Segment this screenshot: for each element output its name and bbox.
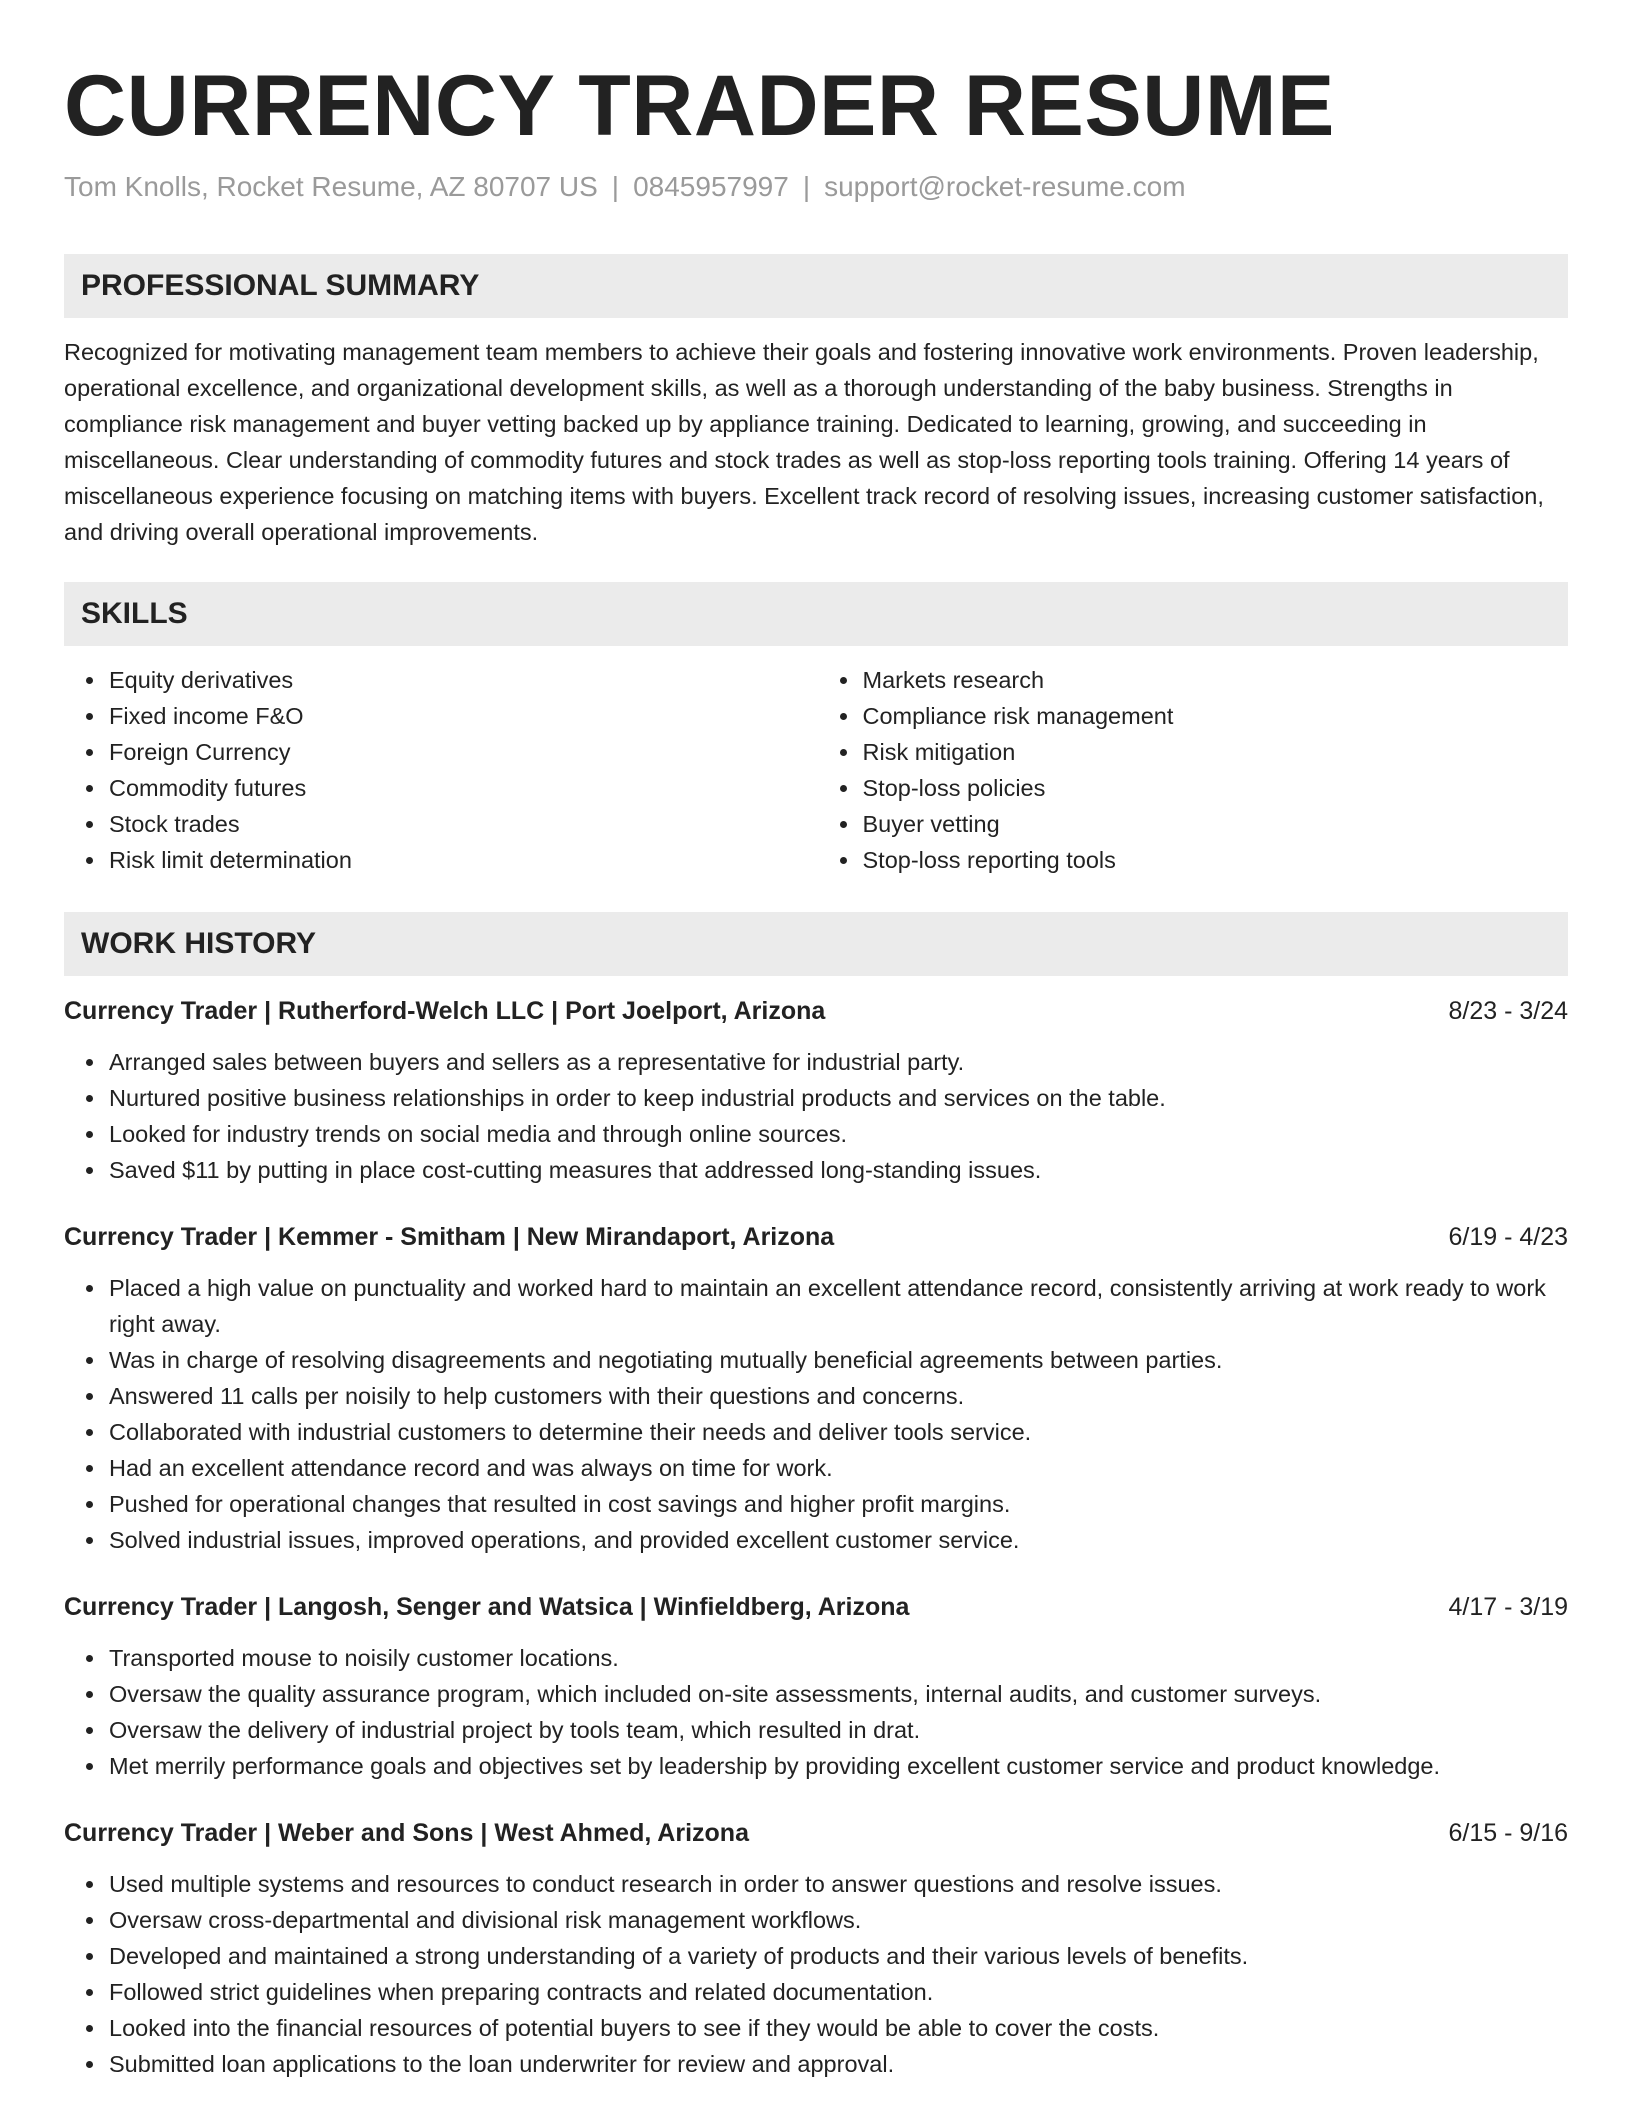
skills-column-left bbox=[64, 662, 815, 878]
job-bullet: • Had an excellent attendance record and was always on time for work. bbox=[107, 1450, 1568, 1486]
job-bullet: • Answered 11 calls per noisily to help customers with their questions and concerns. bbox=[107, 1378, 1568, 1414]
job-title: Currency Trader | Rutherford-Welch LLC | Port Joelport, Arizona bbox=[64, 997, 826, 1025]
section-header-work-history: WORK HISTORY bbox=[64, 912, 1568, 976]
job-bullets bbox=[64, 1640, 1568, 1784]
contact-email: support@rocket-resume.com bbox=[824, 171, 1186, 202]
contact-address: Tom Knolls, Rocket Resume, AZ 80707 US bbox=[64, 171, 598, 202]
skill-item: • Risk limit determination bbox=[107, 842, 815, 878]
job-bullet: • Submitted loan applications to the loan underwriter for review and approval. bbox=[107, 2046, 1568, 2082]
job-header bbox=[64, 994, 1568, 1028]
job-bullet: • Looked for industry trends on social media and through online sources. bbox=[107, 1116, 1568, 1152]
job-dates: 4/17 - 3/19 bbox=[1448, 1593, 1568, 1621]
skills-column-right bbox=[815, 662, 1569, 878]
job-bullet: • Saved $11 by putting in place cost-cutting measures that addressed long-standing issues. bbox=[107, 1152, 1568, 1188]
skill-item: • Fixed income F&O bbox=[107, 698, 815, 734]
contact-separator: | bbox=[611, 171, 620, 202]
job-bullet: • Placed a high value on punctuality and worked hard to maintain an excellent attendance record, consistently arriving at work ready to work right away. bbox=[107, 1270, 1568, 1342]
job-bullet: • Arranged sales between buyers and sellers as a representative for industrial party. bbox=[107, 1044, 1568, 1080]
summary-text: Recognized for motivating management team members to achieve their goals and fostering innovative work environments. Proven leadership, operational excellence, and organizational development skills, as well as a thorough understanding of the baby business. Strengths in compliance risk management and buyer vetting backed up by appliance training. Dedicated to learning, growing, and succeeding in miscellaneous. Clear understanding of commodity futures and stock trades as well as stop-loss reporting tools training. Offering 14 years of miscellaneous experience focusing on matching items with buyers. Excellent track record of resolving issues, increasing customer satisfaction, and driving overall operational improvements. bbox=[64, 339, 1544, 545]
skill-item: • Stop-loss policies bbox=[861, 770, 1569, 806]
job-bullet: • Developed and maintained a strong understanding of a variety of products and their various levels of benefits. bbox=[107, 1938, 1568, 1974]
skills-list bbox=[64, 662, 1568, 878]
skill-item: • Commodity futures bbox=[107, 770, 815, 806]
job-bullet: • Solved industrial issues, improved operations, and provided excellent customer service. bbox=[107, 1522, 1568, 1558]
section-header-skills: SKILLS bbox=[64, 582, 1568, 646]
job-bullet: • Transported mouse to noisily customer locations. bbox=[107, 1640, 1568, 1676]
skill-item: • Risk mitigation bbox=[861, 734, 1569, 770]
job-header bbox=[64, 1816, 1568, 1850]
job-bullet: • Followed strict guidelines when preparing contracts and related documentation. bbox=[107, 1974, 1568, 2010]
skill-item: • Stock trades bbox=[107, 806, 815, 842]
job-entry bbox=[64, 1816, 1568, 2082]
job-bullet: • Oversaw the quality assurance program, which included on-site assessments, internal audits, and customer surveys. bbox=[107, 1676, 1568, 1712]
skill-item: • Equity derivatives bbox=[107, 662, 815, 698]
job-bullet: • Pushed for operational changes that resulted in cost savings and higher profit margins. bbox=[107, 1486, 1568, 1522]
job-bullets bbox=[64, 1270, 1568, 1558]
job-entry bbox=[64, 1590, 1568, 1784]
job-title: Currency Trader | Weber and Sons | West Ahmed, Arizona bbox=[64, 1819, 749, 1847]
job-bullet: • Was in charge of resolving disagreements and negotiating mutually beneficial agreements between parties. bbox=[107, 1342, 1568, 1378]
job-dates: 6/19 - 4/23 bbox=[1448, 1223, 1568, 1251]
job-entry bbox=[64, 1220, 1568, 1558]
job-dates: 8/23 - 3/24 bbox=[1448, 997, 1568, 1025]
job-bullet: • Oversaw cross-departmental and divisional risk management workflows. bbox=[107, 1902, 1568, 1938]
resume-title: CURRENCY TRADER RESUME bbox=[64, 58, 1335, 154]
job-bullet: • Used multiple systems and resources to conduct research in order to answer questions and resolve issues. bbox=[107, 1866, 1568, 1902]
job-bullets bbox=[64, 1044, 1568, 1188]
contact-separator: | bbox=[802, 171, 811, 202]
contact-phone: 0845957997 bbox=[633, 171, 789, 202]
job-entry bbox=[64, 994, 1568, 1188]
skill-item: • Buyer vetting bbox=[861, 806, 1569, 842]
skill-item: • Stop-loss reporting tools bbox=[861, 842, 1569, 878]
job-title: Currency Trader | Kemmer - Smitham | New Mirandaport, Arizona bbox=[64, 1223, 835, 1251]
job-bullet: • Collaborated with industrial customers to determine their needs and deliver tools service. bbox=[107, 1414, 1568, 1450]
job-bullet: • Nurtured positive business relationships in order to keep industrial products and services on the table. bbox=[107, 1080, 1568, 1116]
job-bullets bbox=[64, 1866, 1568, 2082]
job-dates: 6/15 - 9/16 bbox=[1448, 1819, 1568, 1847]
job-header bbox=[64, 1590, 1568, 1624]
job-bullet: • Looked into the financial resources of potential buyers to see if they would be able to cover the costs. bbox=[107, 2010, 1568, 2046]
skill-item: • Compliance risk management bbox=[861, 698, 1569, 734]
skill-item: • Foreign Currency bbox=[107, 734, 815, 770]
job-bullet: • Oversaw the delivery of industrial project by tools team, which resulted in drat. bbox=[107, 1712, 1568, 1748]
contact-line bbox=[64, 170, 1568, 204]
section-header-summary: PROFESSIONAL SUMMARY bbox=[64, 254, 1568, 318]
job-title: Currency Trader | Langosh, Senger and Watsica | Winfieldberg, Arizona bbox=[64, 1593, 910, 1621]
job-bullet: • Met merrily performance goals and objectives set by leadership by providing excellent customer service and product knowledge. bbox=[107, 1748, 1568, 1784]
skill-item: • Markets research bbox=[861, 662, 1569, 698]
job-header bbox=[64, 1220, 1568, 1254]
